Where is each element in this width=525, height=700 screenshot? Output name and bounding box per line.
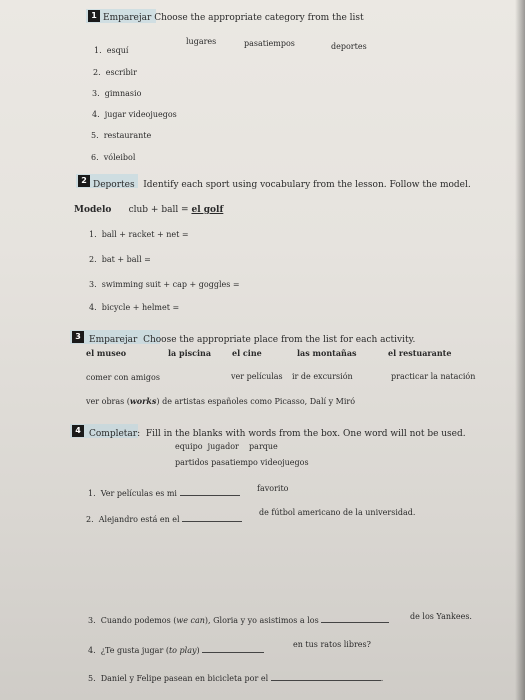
model-answer: el golf: [191, 205, 224, 215]
section1-instruction: Choose the appropriate category from the list: [154, 13, 364, 23]
word-bank-line-1: equipo jugador parque: [175, 442, 278, 451]
section4-item-4: 4. ¿Te gusta jugar (to play): [88, 643, 264, 655]
category-deportes: deportes: [331, 42, 367, 51]
blank-2[interactable]: [182, 512, 242, 522]
section1-item-2: 2. escribir: [93, 68, 137, 77]
section4-item-1-end: favorito: [257, 484, 289, 493]
section4-item-4-end: en tus ratos libres?: [293, 640, 371, 649]
section1-badge: 1: [88, 10, 100, 22]
place-la-piscina: la piscina: [168, 348, 212, 358]
place-el-cine: el cine: [232, 348, 262, 358]
section1-heading: [103, 13, 364, 23]
section1-item-1: 1. esquí: [94, 46, 129, 55]
activity-comer: comer con amigos: [86, 373, 160, 382]
word-bank-line-2: partidos pasatiempo videojuegos: [175, 458, 309, 467]
activity-ver-obras: ver obras (works) de artistas españoles como Picasso, Dalí y Miró: [86, 396, 356, 406]
activity-ver-peliculas: ver películas: [231, 372, 283, 381]
activity-excursion: ir de excursión: [292, 372, 353, 381]
section3-title: Emparejar: [89, 335, 138, 345]
model-row: [74, 205, 223, 215]
section1-item-3: 3. gimnasio: [92, 89, 142, 98]
section4-item-3: 3. Cuando podemos (we can), Gloria y yo asistimos a los: [88, 613, 389, 625]
section2-item-3: 3. swimming suit + cap + goggles =: [89, 280, 240, 289]
category-lugares: lugares: [186, 37, 217, 46]
model-label: Modelo: [74, 205, 112, 215]
section2-title: Deportes: [93, 180, 135, 190]
blank-5[interactable]: [271, 671, 381, 681]
section4-item-1: 1. Ver películas es mi: [88, 486, 240, 498]
section1-item-6: 6. vóleibol: [91, 153, 136, 162]
section4-item-2-end: de fútbol americano de la universidad.: [259, 508, 416, 517]
section3-heading: [89, 335, 415, 345]
model-text: club + ball =: [128, 205, 192, 215]
section2-instruction: Identify each sport using vocabulary from the lesson. Follow the model.: [143, 180, 471, 190]
blank-4[interactable]: [202, 643, 264, 653]
blank-3[interactable]: [321, 613, 389, 623]
section2-item-4: 4. bicycle + helmet =: [89, 303, 180, 312]
section4-badge: 4: [72, 425, 84, 437]
section3-badge: 3: [72, 331, 84, 343]
section4-item-2: 2. Alejandro está en el: [86, 512, 242, 524]
place-el-restaurante: el restuarante: [388, 348, 452, 358]
activity-natacion: practicar la natación: [391, 372, 476, 381]
section4-title: Completar:: [89, 429, 141, 439]
section4-heading: [89, 429, 466, 439]
blank-1[interactable]: [180, 486, 240, 496]
section3-instruction: Choose the appropriate place from the list for each activity.: [143, 335, 416, 345]
section1-item-5: 5. restaurante: [91, 131, 152, 140]
section2-heading: [93, 180, 471, 190]
place-el-museo: el museo: [86, 348, 127, 358]
place-las-montanas: las montañas: [297, 348, 357, 358]
category-pasatiempos: pasatiempos: [244, 39, 295, 48]
section1-item-4: 4. jugar videojuegos: [92, 110, 177, 119]
section4-instruction: Fill in the blanks with words from the box. One word will not be used.: [145, 429, 466, 439]
section4-item-3-end: de los Yankees.: [410, 612, 472, 621]
section2-item-1: 1. ball + racket + net =: [89, 230, 189, 239]
section4-item-5: 5. Daniel y Felipe pasean en bicicleta por el .: [88, 671, 383, 683]
section1-title: Emparejar: [103, 13, 152, 23]
section2-item-2: 2. bat + ball =: [89, 255, 151, 264]
section2-badge: 2: [78, 175, 90, 187]
